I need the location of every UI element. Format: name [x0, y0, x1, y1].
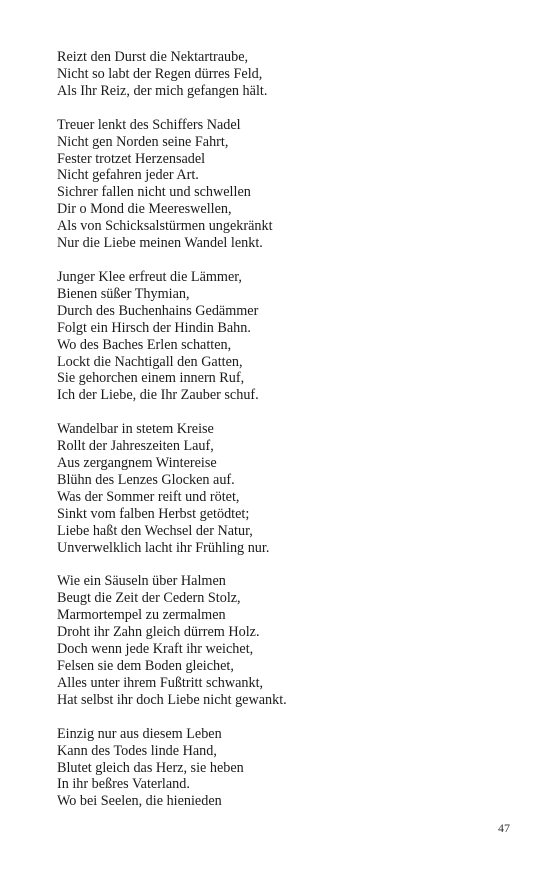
stanza-3: [57, 269, 497, 404]
poem-line: Ich der Liebe, die Ihr Zauber schuf.: [57, 387, 259, 404]
poem-line: Als Ihr Reiz, der mich gefangen hält.: [57, 82, 268, 99]
poem-line: Marmortempel zu zermalmen: [57, 607, 226, 624]
poem-line: Wandelbar in stetem Kreise: [57, 421, 214, 438]
poem-line: Kann des Todes linde Hand,: [57, 742, 217, 759]
stanza-4: [57, 421, 497, 556]
poem-line: Nur die Liebe meinen Wandel lenkt.: [57, 235, 263, 252]
poem-line: Hat selbst ihr doch Liebe nicht gewankt.: [57, 691, 287, 708]
poem-line: Blühn des Lenzes Glocken auf.: [57, 471, 235, 488]
stanza-1: [57, 49, 497, 100]
poem-line: Folgt ein Hirsch der Hindin Bahn.: [57, 319, 251, 336]
poem-line: Droht ihr Zahn gleich dürrem Holz.: [57, 624, 260, 641]
poem-line: Reizt den Durst die Nektartraube,: [57, 49, 249, 65]
poem-line: Lockt die Nachtigall den Gatten,: [57, 353, 243, 370]
poem-line: Einzig nur aus diesem Leben: [57, 725, 222, 742]
poem-line: Wo des Baches Erlen schatten,: [57, 336, 232, 353]
poem-line: Alles unter ihrem Fußtritt schwankt,: [57, 674, 264, 691]
stanza-5: [57, 573, 497, 708]
poem-line: Doch wenn jede Kraft ihr weichet,: [57, 641, 254, 658]
poem-line: Sichrer fallen nicht und schwellen: [57, 184, 251, 201]
poem-line: Liebe haßt den Wechsel der Natur,: [57, 522, 253, 539]
poem-line: Felsen sie dem Boden gleichet,: [57, 658, 234, 674]
poem-line: Nicht so labt der Regen dürres Feld,: [57, 65, 263, 82]
poem-line: Nicht gen Norden seine Fahrt,: [57, 133, 229, 150]
stanza-6: [57, 726, 497, 811]
poem-line: Dir o Mond die Meereswellen,: [57, 201, 232, 218]
poem-text: [57, 49, 497, 827]
poem-line: Unverwelklich lacht ihr Frühling nur.: [57, 539, 270, 556]
poem-line: Durch des Buchenhains Gedämmer: [57, 302, 259, 319]
page-number: 47: [498, 821, 510, 835]
poem-line: Wo bei Seelen, die hienieden: [57, 793, 222, 810]
poem-line: Blutet gleich das Herz, sie heben: [57, 759, 244, 776]
poem-line: Sie gehorchen einem innern Ruf,: [57, 370, 245, 387]
poem-line: Nicht gefahren jeder Art.: [57, 167, 199, 184]
poem-line: Sinkt vom falben Herbst getödtet;: [57, 505, 250, 522]
poem-line: Bienen süßer Thymian,: [57, 285, 190, 302]
poem-line: Junger Klee erfreut die Lämmer,: [57, 268, 242, 285]
poem-line: Aus zergangnem Wintereise: [57, 455, 217, 472]
poem-line: Als von Schicksalstürmen ungekränkt: [57, 218, 273, 235]
poem-line: In ihr beßres Vaterland.: [57, 776, 190, 793]
stanza-2: [57, 117, 497, 252]
poem-line: Was der Sommer reift und rötet,: [57, 488, 240, 505]
poem-line: Fester trotzet Herzensadel: [57, 150, 206, 167]
poem-line: Treuer lenkt des Schiffers Nadel: [57, 116, 241, 133]
poem-line: Wie ein Säuseln über Halmen: [57, 573, 226, 590]
poem-line: Rollt der Jahreszeiten Lauf,: [57, 438, 214, 455]
poem-line: Beugt die Zeit der Cedern Stolz,: [57, 590, 241, 607]
